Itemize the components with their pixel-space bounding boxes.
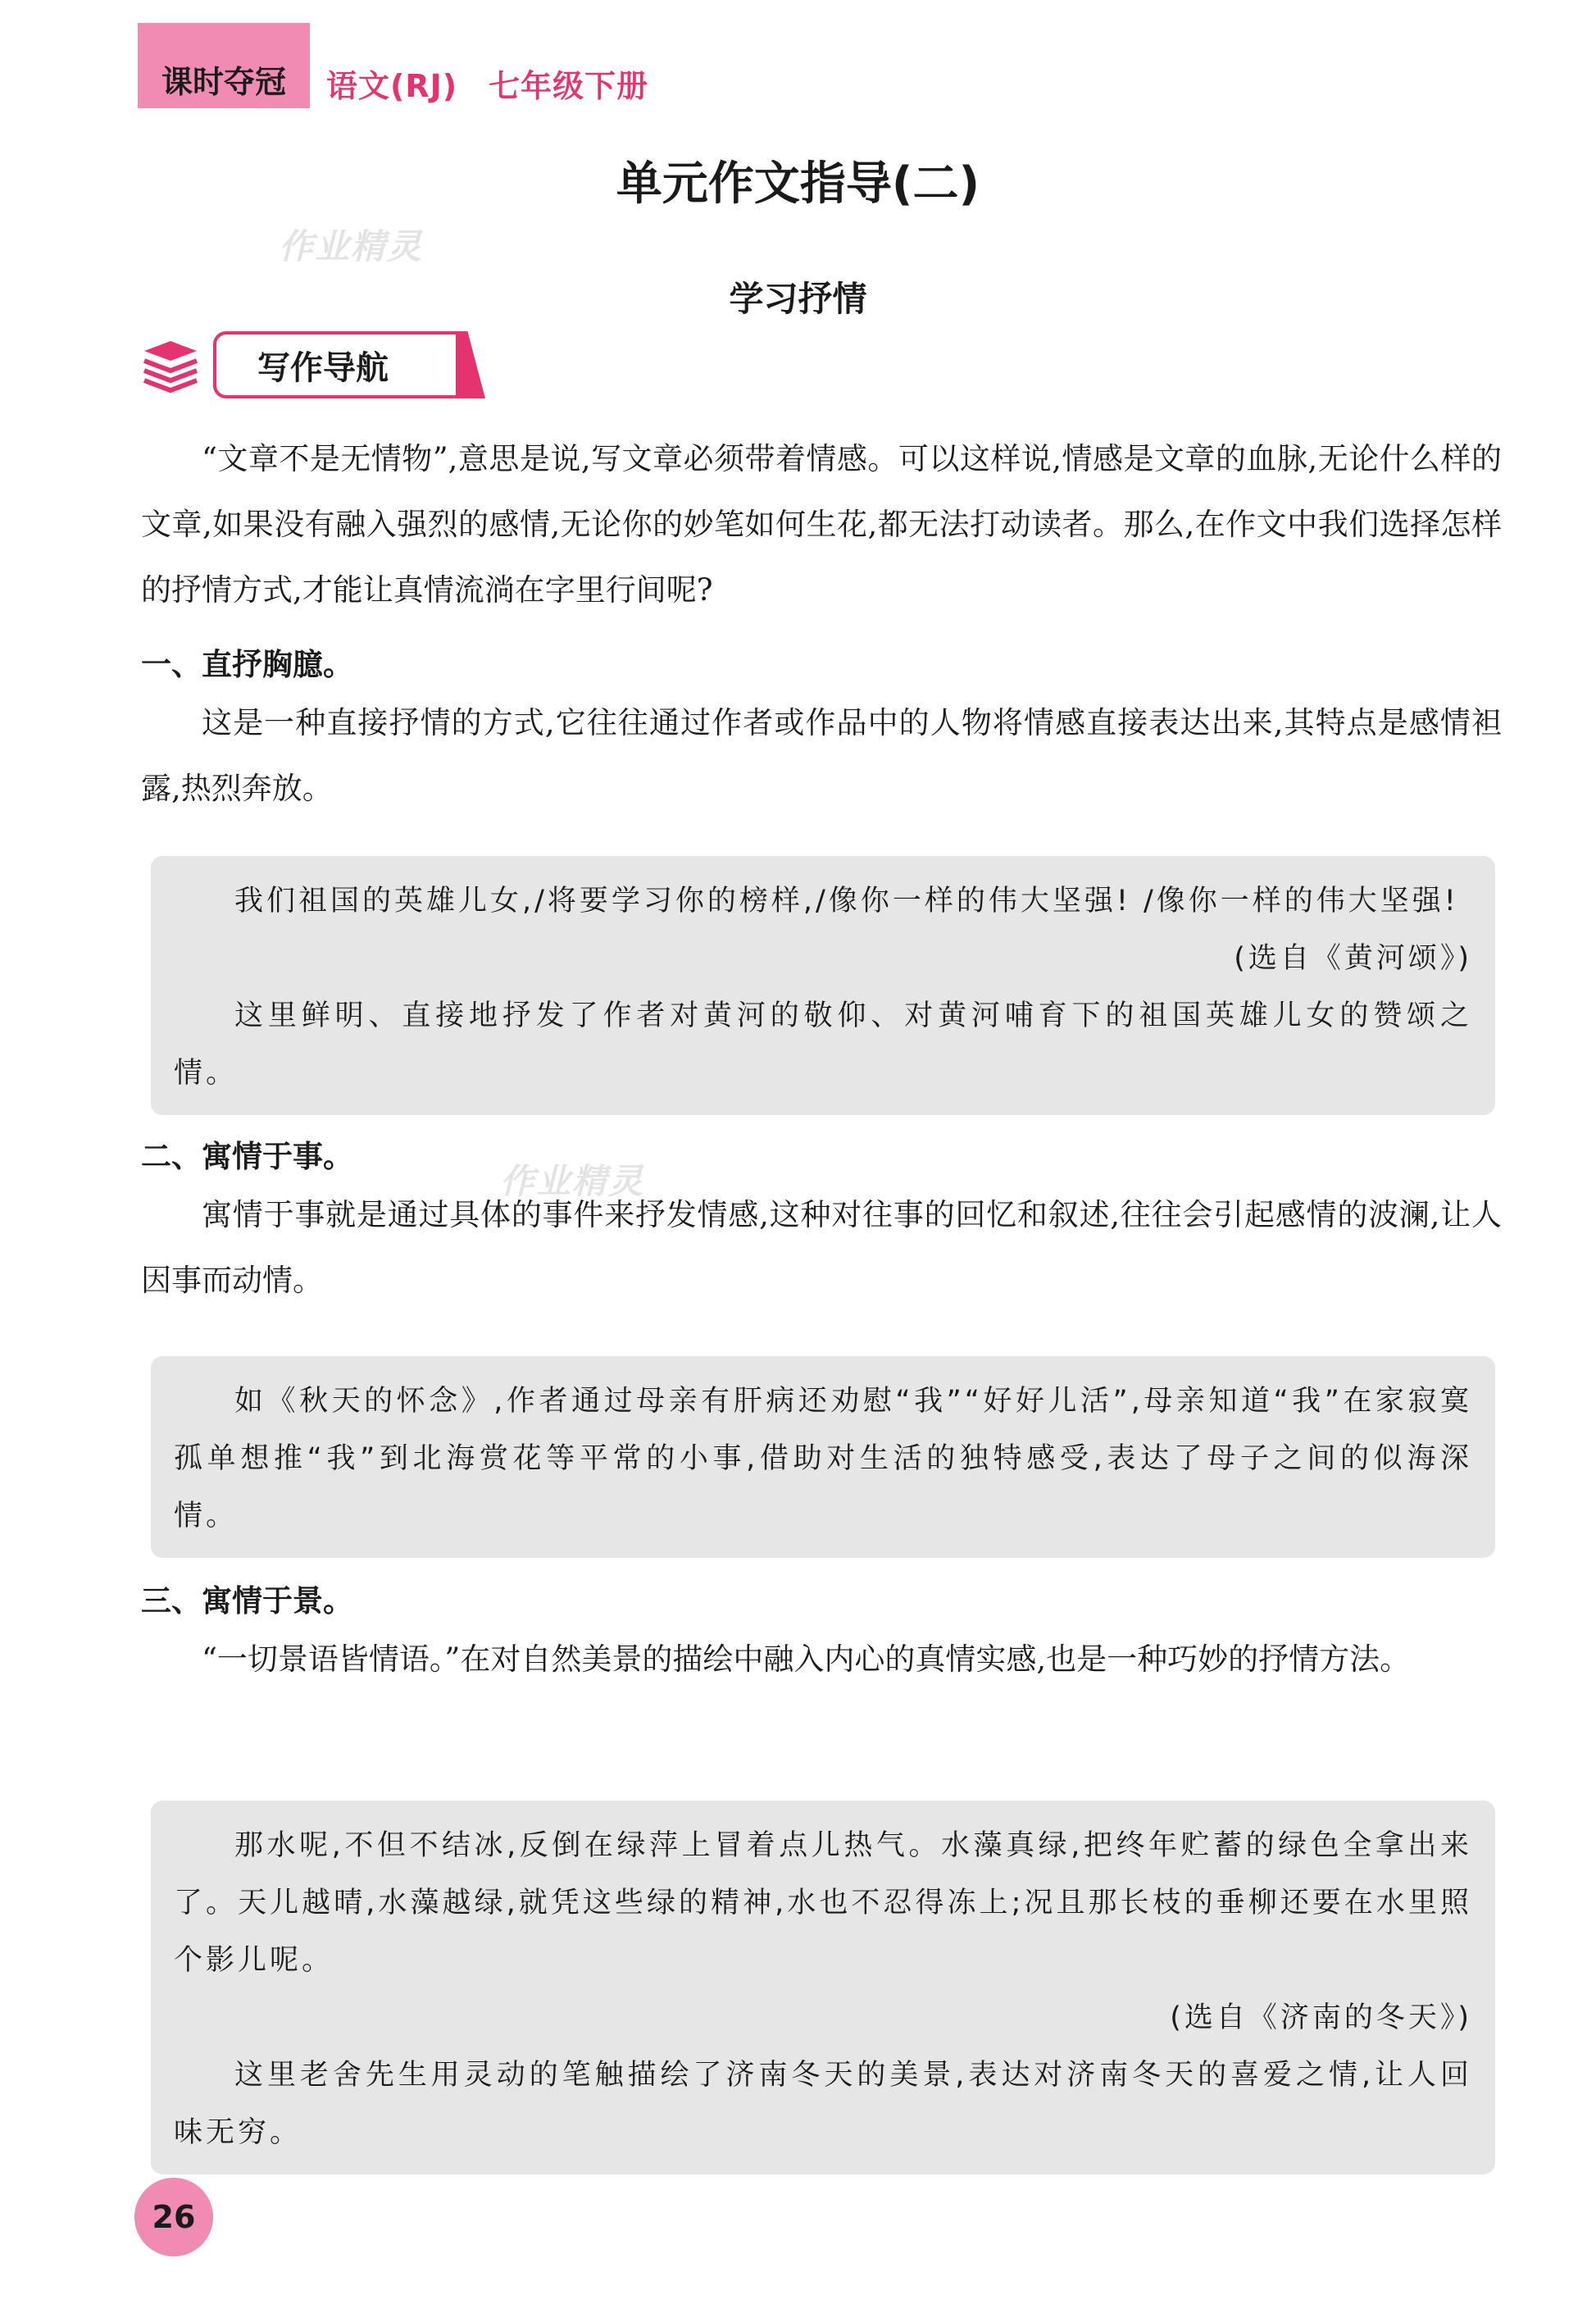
page-number-label: 26 [152,2199,196,2235]
subject-label: 语文(RJ) [326,68,458,104]
section-body: “一切景语皆情语。”在对自然美景的描绘中融入内心的真情实感,也是一种巧妙的抒情方法。 [202,1641,1411,1677]
section-banner [138,328,482,410]
example-box [151,856,1495,1115]
example-comment: 这里鲜明、直接地抒发了作者对黄河的敬仰、对黄河哺育下的祖国英雄儿女的赞颂之情。 [174,999,1472,1090]
example-comment: 这里老舍先生用灵动的笔触描绘了济南冬天的美景,表达对济南冬天的喜爱之情,让人回味无穷。 [174,2059,1472,2149]
section-body: 这是一种直接抒情的方式,它往往通过作者或作品中的人物将情感直接表达出来,其特点是感情袒露,热烈奔放。 [141,705,1502,806]
book-subject [326,61,648,106]
series-tag [138,23,310,108]
section-heading: 二、寓情于事。 [141,1139,353,1174]
page-subtitle: 学习抒情 [729,279,867,319]
page-number [134,2178,213,2256]
page-title: 单元作文指导(二) [616,157,980,211]
example-quote: 我们祖国的英雄儿女,/将要学习你的榜样,/像你一样的伟大坚强! /像你一样的伟大坚强! [234,885,1459,918]
watermark: 作业精灵 [279,226,424,266]
example-quote: 那水呢,不但不结冰,反倒在绿萍上冒着点儿热气。水藻真绿,把终年贮蓄的绿色全拿出来了。天儿越晴,水藻越绿,就凭这些绿的精神,水也不忍得冻上;况且那长枝的垂柳还要在水里照个影儿呢。 [174,1829,1472,1977]
section-body: 寓情于事就是通过具体的事件来抒发情感,这种对往事的回忆和叙述,往往会引起感情的波澜,让人因事而动情。 [141,1197,1502,1298]
grade-label: 七年级下册 [489,68,649,104]
section-heading: 三、寓情于景。 [141,1583,353,1619]
example-source: (选自《济南的冬天》) [1170,2001,1472,2034]
banner-tail [456,331,485,398]
example-box [151,1801,1495,2174]
section-heading: 一、直抒胸臆。 [141,647,353,682]
intro-paragraph: “文章不是无情物”,意思是说,写文章必须带着情感。可以这样说,情感是文章的血脉,无论什么样的文章,如果没有融入强烈的感情,无论你的妙笔如何生花,都无法打动读者。那么,在作文中我们选择怎样的抒情方式,才能让真情流淌在字里行间呢? [141,441,1502,608]
series-tag-label: 课时夺冠 [161,64,286,100]
section-label: 写作导航 [257,348,389,387]
example-quote: 如《秋天的怀念》,作者通过母亲有肝病还劝慰“我”“好好儿活”,母亲知道“我”在家寂寞孤单想推“我”到北海赏花等平常的小事,借助对生活的独特感受,表达了母子之间的似海深情。 [174,1385,1472,1532]
books-icon [138,335,203,400]
example-source: (选自《黄河颂》) [1234,942,1472,975]
watermark: 作业精灵 [500,1161,645,1201]
section-label-box [213,331,459,398]
example-box [151,1356,1495,1558]
